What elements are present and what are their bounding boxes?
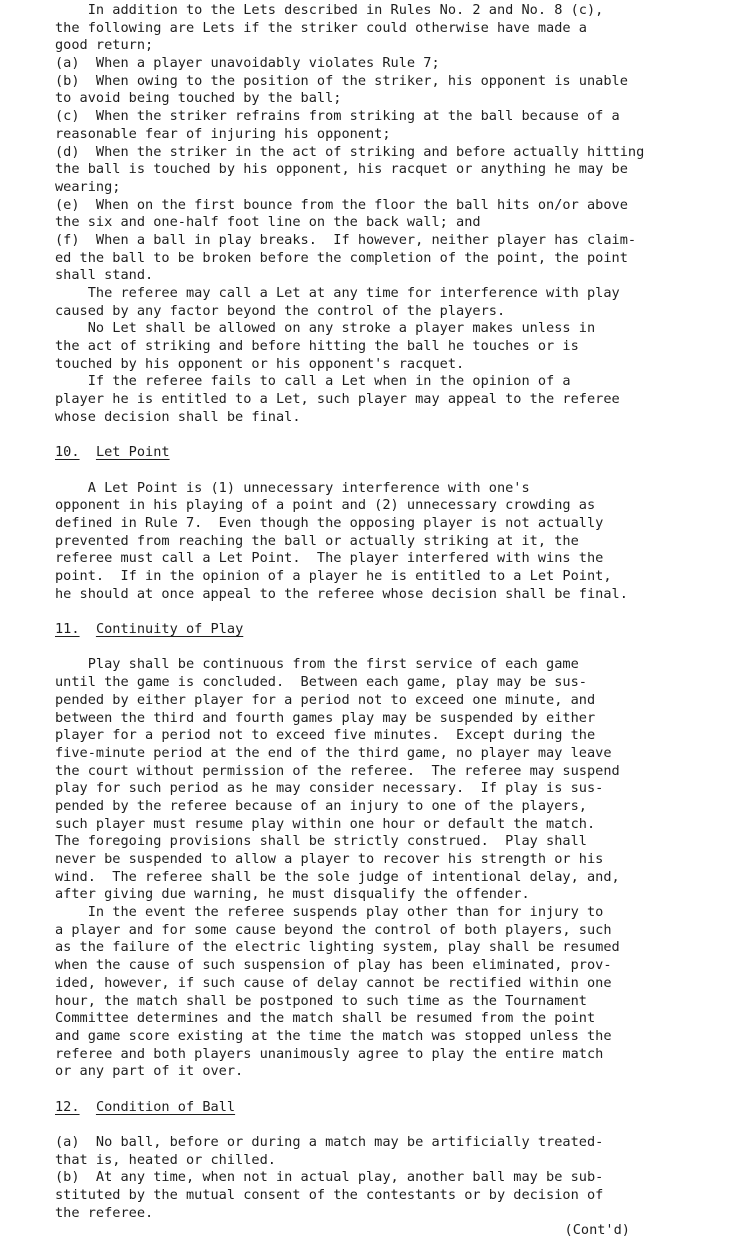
text-line: The referee may call a Let at any time for interference with play [55, 285, 620, 301]
text-line: when the cause of such suspension of play has been eliminated, prov- [55, 957, 612, 974]
section-10-heading [55, 444, 710, 462]
text-line: prevented from reaching the ball or actually striking at it, the [55, 532, 579, 549]
text-line: (f) When a ball in play breaks. If however, neither player has claim- [55, 231, 637, 248]
text-line: (e) When on the first bounce from the floor the ball hits on/or above [55, 196, 628, 213]
text-line: and game score existing at the time the match was stopped unless the [55, 1027, 612, 1044]
text-line: Play shall be continuous from the first service of each game [55, 656, 579, 673]
text-line: the following are Lets if the striker could otherwise have made a [55, 19, 587, 36]
text-line: hour, the match shall be postponed to such time as the Tournament [55, 992, 587, 1009]
section-number: 12. [55, 1098, 80, 1115]
section-title: Continuity of Play [95, 621, 244, 638]
text-line: between the third and fourth games play may be suspended by either [55, 709, 596, 726]
text-line: the six and one-half foot line on the back wall; and [55, 214, 481, 231]
text-line: as the failure of the electric lighting system, play shall be resumed [55, 939, 620, 956]
text-line: the ball is touched by his opponent, his racquet or anything he may be [55, 161, 628, 178]
text-line: referee must call a Let Point. The player interfered with wins the [55, 550, 604, 567]
text-line: The foregoing provisions shall be strictly construed. Play shall [55, 833, 587, 850]
section-10-body [55, 480, 710, 604]
text-line: opponent in his playing of a point and (2) unnecessary crowding as [55, 497, 596, 514]
text-line: pended by either player for a period not to exceed one minute, and [55, 691, 596, 708]
text-line: (b) At any time, when not in actual play, another ball may be sub- [55, 1169, 604, 1186]
lets-paragraphs [55, 285, 710, 427]
section-11-body [55, 656, 710, 1081]
lets-intro [55, 2, 710, 55]
text-line: No Let shall be allowed on any stroke a player makes unless in [55, 320, 596, 337]
section-number: 11. [55, 621, 80, 638]
text-line: or any part of it over. [55, 1063, 244, 1080]
text-line: that is, heated or chilled. [55, 1151, 276, 1168]
section-title: Condition of Ball [95, 1098, 236, 1115]
text-line: a player and for some cause beyond the control of both players, such [55, 921, 612, 938]
text-line: player he is entitled to a Let, such player may appeal to the referee [55, 391, 620, 408]
text-line: In the event the referee suspends play other than for injury to [55, 904, 604, 921]
text-line: If the referee fails to call a Let when in the opinion of a [55, 373, 571, 390]
section-title: Let Point [95, 444, 170, 461]
text-line: reasonable fear of injuring his opponent; [55, 125, 391, 142]
text-line: ed the ball to be broken before the completion of the point, the point [55, 249, 628, 266]
text-line: (d) When the striker in the act of striking and before actually hitting [55, 143, 645, 160]
text-line: (a) No ball, before or during a match may be artificially treated- [55, 1134, 604, 1150]
text-line: the referee. [55, 1204, 154, 1221]
text-line: (c) When the striker refrains from striking at the ball because of a [55, 108, 620, 125]
text-line: A Let Point is (1) unnecessary interference with one's [55, 479, 530, 496]
text-line: (b) When owing to the position of the striker, his opponent is unable [55, 72, 628, 89]
text-line: referee and both players unanimously agree to play the entire match [55, 1045, 604, 1062]
text-line: good return; [55, 37, 154, 54]
text-line: Committee determines and the match shall be resumed from the point [55, 1010, 596, 1027]
text-line: to avoid being touched by the ball; [55, 90, 342, 107]
text-line: after giving due warning, he must disqualify the offender. [55, 886, 530, 903]
text-line: In addition to the Lets described in Rules No. 2 and No. 8 (c), [55, 2, 604, 18]
text-line: touched by his opponent or his opponent's racquet. [55, 355, 465, 372]
text-line: pended by the referee because of an injury to one of the players, [55, 797, 587, 814]
text-line: whose decision shall be final. [55, 408, 301, 425]
text-line: wearing; [55, 178, 121, 195]
text-line: caused by any factor beyond the control of the players. [55, 302, 506, 319]
text-line: the act of striking and before hitting the ball he touches or is [55, 338, 579, 355]
text-line: until the game is concluded. Between each game, play may be sus- [55, 674, 587, 691]
text-line: five-minute period at the end of the third game, no player may leave [55, 744, 612, 761]
text-line: the court without permission of the referee. The referee may suspend [55, 762, 620, 779]
text-line: (a) When a player unavoidably violates Rule 7; [55, 55, 440, 72]
section-number: 10. [55, 444, 80, 461]
text-line: never be suspended to allow a player to recover his strength or his [55, 851, 604, 867]
text-line: defined in Rule 7. Even though the opposing player is not actually [55, 514, 604, 531]
text-line: stituted by the mutual consent of the contestants or by decision of [55, 1187, 604, 1204]
text-line: ided, however, if such cause of delay cannot be rectified within one [55, 974, 612, 991]
text-line: shall stand. [55, 267, 154, 284]
section-11-heading [55, 621, 710, 639]
text-line: wind. The referee shall be the sole judge of intentional delay, and, [55, 868, 620, 885]
text-line: such player must resume play within one hour or default the match. [55, 815, 596, 832]
section-12-heading [55, 1099, 710, 1117]
text-line: play for such period as he may consider necessary. If play is sus- [55, 780, 604, 797]
lets-items [55, 55, 710, 285]
continued-label: (Cont'd) [564, 1222, 630, 1239]
text-line: player for a period not to exceed five minutes. Except during the [55, 727, 596, 744]
section-12-body [55, 1134, 710, 1222]
text-line: he should at once appeal to the referee whose decision shall be final. [55, 585, 628, 602]
text-line: point. If in the opinion of a player he is entitled to a Let Point, [55, 568, 612, 584]
